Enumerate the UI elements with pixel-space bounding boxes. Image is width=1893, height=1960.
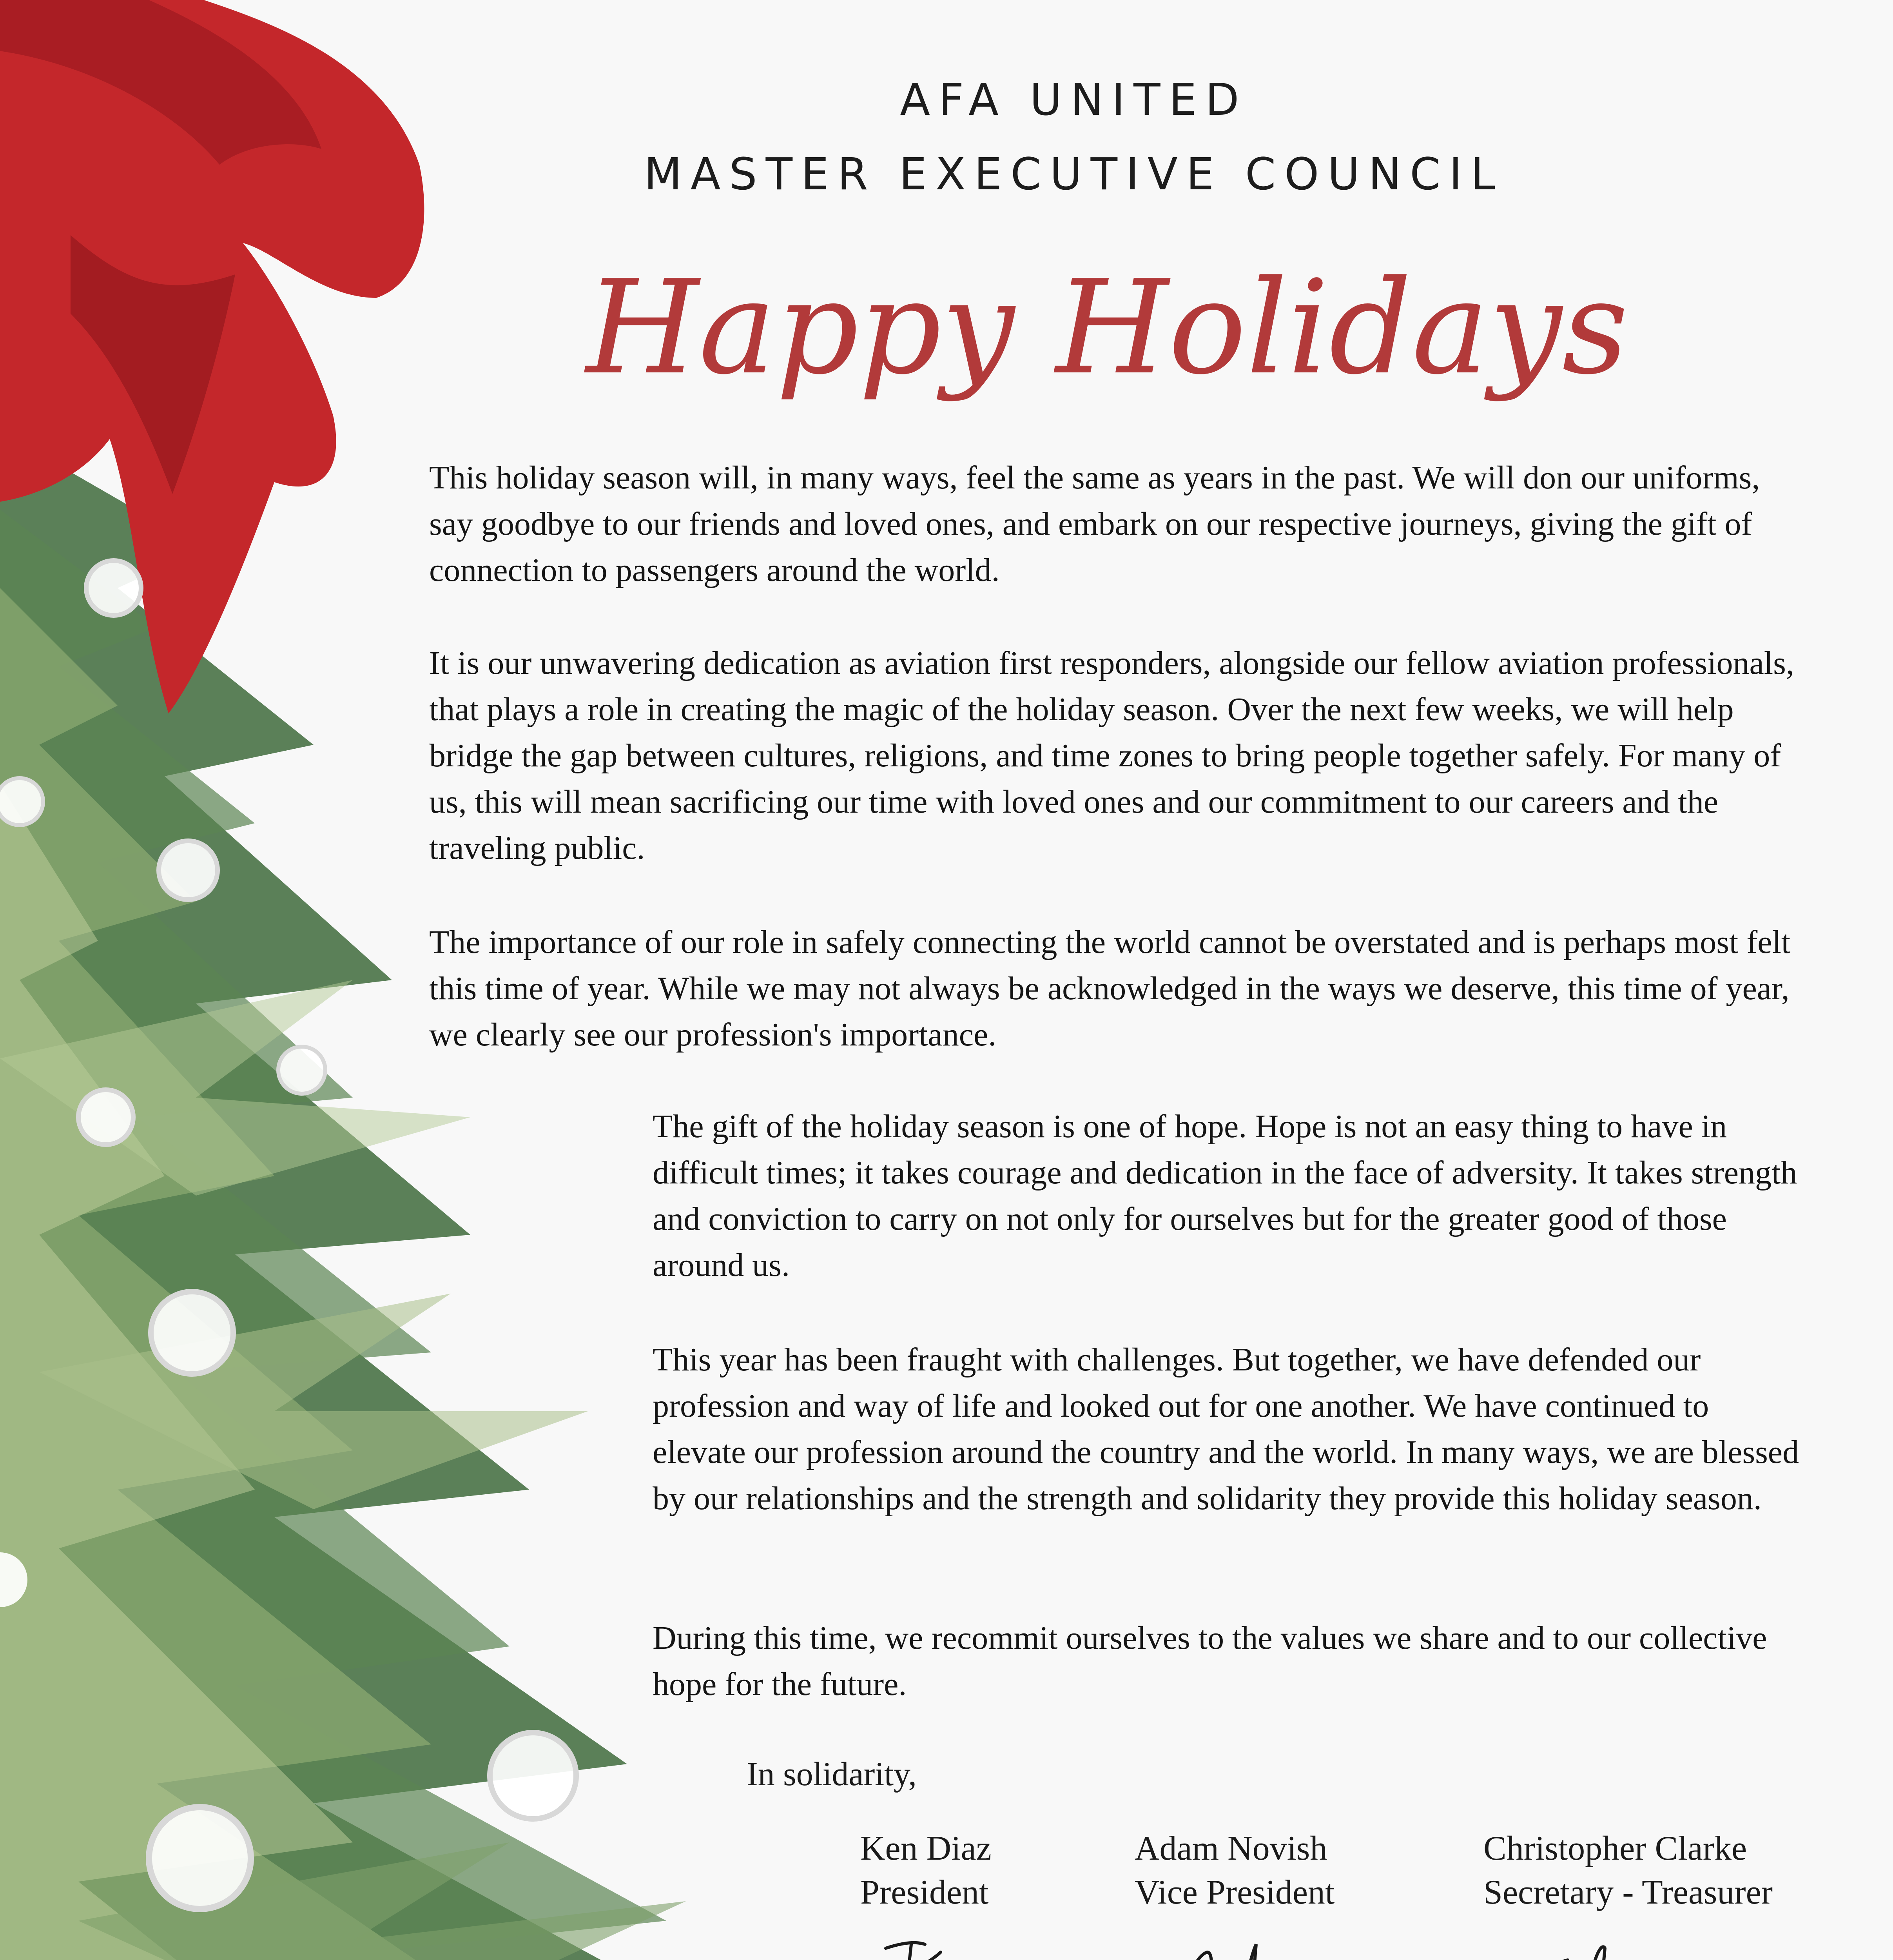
afa-logo-ornament-2	[0, 778, 43, 825]
signatory-vice-president	[1135, 1827, 1335, 1915]
signatory-president	[860, 1827, 992, 1915]
afa-logo-ornament-3	[159, 841, 218, 900]
signature-ken-diaz	[874, 1929, 1031, 1960]
afa-logo-ornament-4	[278, 1047, 325, 1094]
closing-line: In solidarity,	[747, 1755, 917, 1793]
signatory-title: President	[860, 1873, 989, 1911]
afa-logo-ornament-6	[151, 1292, 233, 1374]
org-name-line-2: MASTER EXECUTIVE COUNCIL	[644, 149, 1504, 200]
letter-paragraph-1: This holiday season will, in many ways, feel the same as years in the past. We will don our uniforms, say goodbye to our friends and loved ones, and embark on our respective journeys, giving the gift of connection to passengers around the world.	[429, 459, 1760, 588]
signatory-secretary-treasurer	[1483, 1827, 1773, 1915]
signatory-name: Ken Diaz	[860, 1829, 992, 1867]
signatory-name: Christopher Clarke	[1483, 1829, 1747, 1867]
signatory-title: Vice President	[1135, 1873, 1335, 1911]
org-name-line-1: AFA UNITED	[900, 74, 1248, 125]
letter-paragraph-6: During this time, we recommit ourselves to the values we share and to our collective hope for the future.	[653, 1620, 1767, 1702]
afa-logo-ornament-8	[149, 1807, 251, 1909]
afa-logo-ornament-1	[86, 561, 141, 615]
letter-paragraph-4: The gift of the holiday season is one of hope. Hope is not an easy thing to have in difficult times; it takes courage and dedication in the face of adversity. It takes strength and conviction to carry on not only for ourselves but for the greater good of those around us.	[653, 1108, 1797, 1283]
greeting-text: Happy Holidays	[586, 252, 1628, 403]
signature-adam-novish	[1172, 1936, 1360, 1960]
signatory-name: Adam Novish	[1135, 1829, 1327, 1867]
signature-christopher-clarke	[1521, 1936, 1724, 1960]
afa-logo-ornament-7	[490, 1733, 576, 1819]
letter-paragraph-3: The importance of our role in safely connecting the world cannot be overstated and is perhaps most felt this time of year. While we may not always be acknowledged in the ways we deserve, this time of year, we clearly see our profession's importance.	[429, 924, 1791, 1053]
letter-paragraph-2: It is our unwavering dedication as aviation first responders, alongside our fellow aviation professionals, that plays a role in creating the magic of the holiday season. Over the next few weeks, we will help bridge the gap between cultures, religions, and time zones to bring people together safely. For many of us, this will mean sacrificing our time with loved ones and our commitment to our careers and the traveling public.	[429, 645, 1794, 866]
signatory-title: Secretary - Treasurer	[1483, 1873, 1773, 1911]
letter-paragraph-5: This year has been fraught with challenges. But together, we have defended our profession and way of life and looked out for one another. We have continued to elevate our profession around the country and the world. In many ways, we are blessed by our relationships and the strength and solidarity they provide this holiday season.	[653, 1341, 1799, 1517]
happy-holidays-heading	[490, 220, 1724, 439]
afa-logo-ornament-5	[78, 1090, 133, 1145]
